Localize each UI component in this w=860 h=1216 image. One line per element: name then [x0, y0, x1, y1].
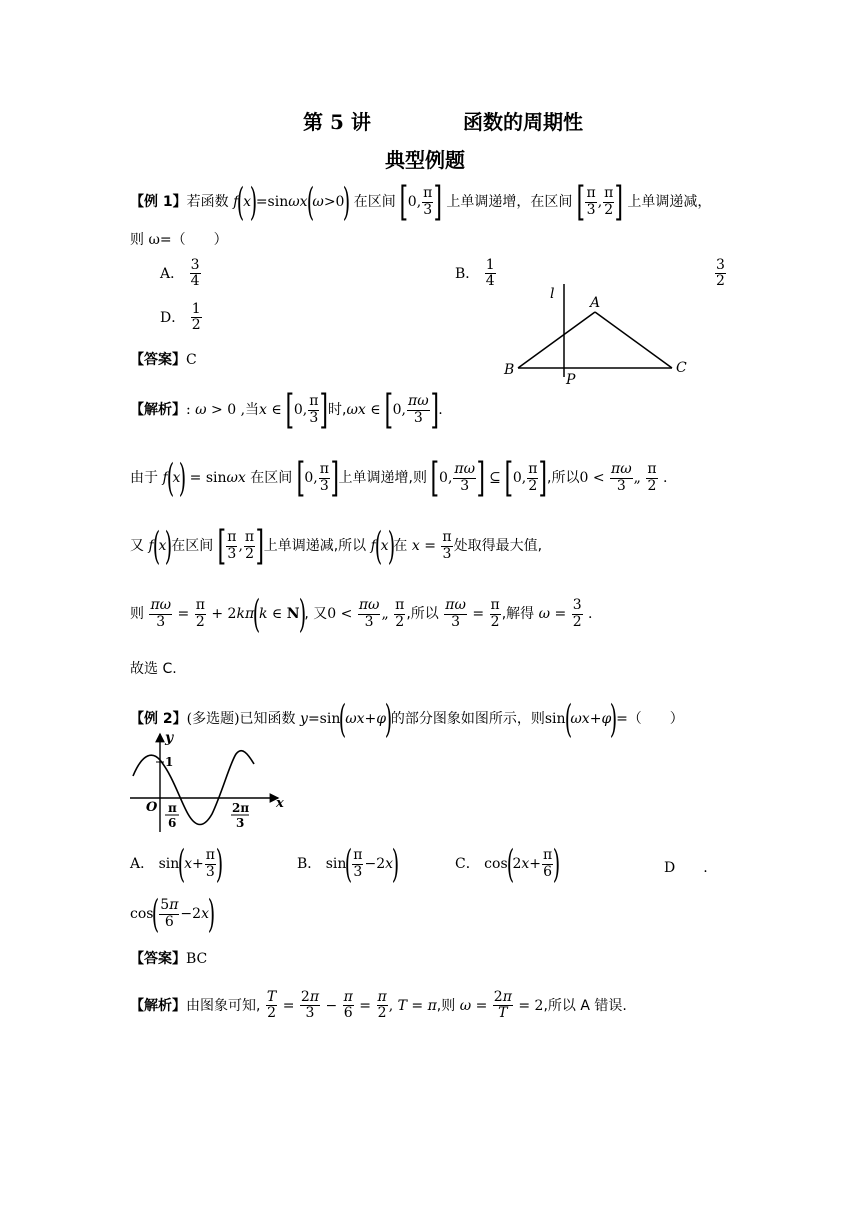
example1-stem: 【例 1】若函数 f(x)=sinωx(ω>0) 在区间 [0, $\frac{\pi}{3}$ ] 上单调递增，在区间 [ $\frac{\pi}{3}$ , $\frac{\pi}{2}$ ] 上单调递减， — [130, 179, 712, 225]
answer-value: C — [186, 352, 197, 368]
x-axis-label: x — [276, 796, 284, 811]
analysis-text: ,所以 — [547, 470, 580, 486]
example1-stem-line2: 则 ω=（ ） — [130, 232, 228, 248]
sine-graph — [128, 728, 293, 833]
y-axis-label: y — [165, 730, 174, 746]
option-a-label: A． — [130, 856, 155, 872]
answer-label: 【答案】 — [130, 352, 186, 368]
option-b-label: B． — [455, 265, 480, 282]
analysis-text: 又 — [130, 538, 144, 554]
label-p: P — [566, 372, 576, 387]
analysis-text: 在区间 — [171, 538, 214, 554]
analysis-text: 则 — [130, 606, 144, 622]
origin-label: O — [146, 800, 158, 815]
stem-text: 上单调递增，在区间 — [446, 194, 573, 210]
analysis-text: ,解得 — [501, 606, 535, 622]
ex2-option-b: B． sin( $\frac{\pi}{3}$ −2x) — [297, 842, 400, 886]
answer-label: 【答案】 — [130, 951, 186, 967]
triangle-figure — [500, 282, 700, 387]
option-a — [160, 258, 202, 290]
ex2-option-a: A． sin(x+ $\frac{\pi}{3}$ ) — [130, 842, 224, 886]
analysis-text: 当 — [245, 402, 260, 418]
analysis-text: 时, — [328, 402, 347, 418]
analysis-line-2: 由于 f(x) = sinωx 在区间 [0, $\frac{\pi}{3}$ ]上单调递增,则 [0, $\frac{\pi\omega}{3}$ ] ⊆ [0, $\frac{\pi}{2}$ ],所以0 < $\frac{\pi\omega}{3}$ „ $\frac{\pi}{2}$ . — [130, 455, 668, 501]
example1-answer — [130, 349, 197, 369]
stem-text: 在区间 — [353, 194, 396, 210]
tick-2pi3-den: 3 — [236, 816, 245, 830]
ex2-option-d-label — [664, 857, 708, 877]
analysis-text: ,所以 — [406, 606, 439, 622]
analysis-text: 由图象可知, — [186, 997, 261, 1014]
lecture-number: 第 5 讲 — [303, 110, 371, 134]
option-b-den: 4 — [485, 273, 495, 290]
conclusion: 故选 C. — [130, 661, 177, 677]
option-c-label: C． — [455, 856, 480, 872]
option-a-label: A． — [160, 265, 185, 282]
analysis-text: 处取得最大值, — [453, 538, 543, 554]
option-c — [714, 258, 727, 290]
label-c: C — [676, 360, 687, 376]
analysis-label: 【解析】 — [130, 997, 186, 1014]
label-b: B — [504, 362, 515, 378]
page-title: 函数的周期性 — [463, 110, 583, 134]
stem-text: 上单调递减， — [627, 194, 712, 210]
label-l: l — [550, 286, 555, 302]
example1-label: 【例 1】 — [130, 194, 187, 210]
tick-pi6-num: π — [168, 801, 177, 815]
tick-2pi3-num: 2π — [232, 801, 250, 815]
one-label: 1 — [165, 755, 174, 769]
label-a: A — [590, 295, 601, 311]
stem-text: 若函数 — [186, 194, 229, 210]
analysis-line-1: 【解析】: ω > 0 ,当x ∈ [0, $\frac{\pi}{3}$ ]时,ωx ∈ [0, $\frac{\pi\omega}{3}$ ]. — [130, 387, 443, 433]
option-d-den: 2 — [191, 317, 201, 334]
option-a-num: 3 — [190, 257, 200, 273]
analysis-text: 由于 — [130, 470, 158, 486]
analysis-text: 在区间 — [250, 470, 293, 486]
option-b — [455, 258, 497, 290]
analysis-line-4: 则 $\frac{\pi\omega}{3}$ = $\frac{\pi}{2}$ + 2kπ(k ∈ N), 又0 < $\frac{\pi\omega}{3}$ „ $\frac{\pi}{2}$ ,所以 $\frac{\pi\omega}{3}$ = $\frac{\pi}{2}$ ,解得 ω = $\frac{3}{2}$ . — [130, 592, 593, 636]
option-a-den: 4 — [190, 273, 200, 290]
example2-stem: 【例 2】(多选题)已知函数 y=sin(ωx+φ)的部分图象如图所示，则sin(ωx+φ)=（ ） — [130, 697, 684, 741]
tick-pi6-den: 6 — [168, 816, 177, 830]
option-d-num: 1 — [191, 301, 201, 317]
ex2-option-d: cos( $\frac{5\pi}{6}$ −2x) — [130, 892, 216, 936]
section-title: 典型例题 — [385, 148, 465, 172]
analysis-text: 在 — [393, 538, 408, 554]
stem-text: =（ ） — [616, 711, 684, 727]
ex2-option-c: C． cos(2x+ $\frac{\pi}{6}$ ) — [455, 842, 561, 886]
option-c-num: 3 — [716, 257, 725, 273]
example2-label: 【例 2】 — [130, 711, 187, 727]
example2-answer — [130, 948, 207, 968]
option-d-label: D． — [160, 309, 186, 326]
analysis-text: ,所以 A 错误. — [543, 997, 627, 1014]
option-d-label: D . — [664, 860, 708, 876]
analysis-line-3: 又 f(x)在区间 [ $\frac{\pi}{3}$ , $\frac{\pi}{2}$ ]上单调递减,所以 f(x)在 x = $\frac{\pi}{3}$ 处取得最大值, — [130, 523, 543, 569]
analysis-label: 【解析】 — [130, 402, 186, 418]
example2-analysis: 【解析】由图象可知, $\frac{T}{2}$ = $\frac{2\pi}{3}$ − $\frac{\pi}{6}$ = $\frac{\pi}{2}$ , T = π,则 ω = $\frac{2\pi}{T}$ = 2,所以 A 错误. — [130, 989, 627, 1022]
option-b-num: 1 — [485, 257, 495, 273]
analysis-text: ,则 — [436, 997, 456, 1014]
option-c-den: 2 — [716, 273, 725, 290]
option-d — [160, 302, 203, 334]
answer-value: BC — [186, 951, 208, 967]
stem-text: (多选题)已知函数 — [186, 711, 296, 727]
analysis-text: 上单调递减,所以 — [263, 538, 367, 554]
analysis-text: , 又 — [304, 606, 328, 622]
analysis-text: 上单调递增,则 — [338, 470, 427, 486]
stem-text: 的部分图象如图所示，则 — [390, 711, 545, 727]
